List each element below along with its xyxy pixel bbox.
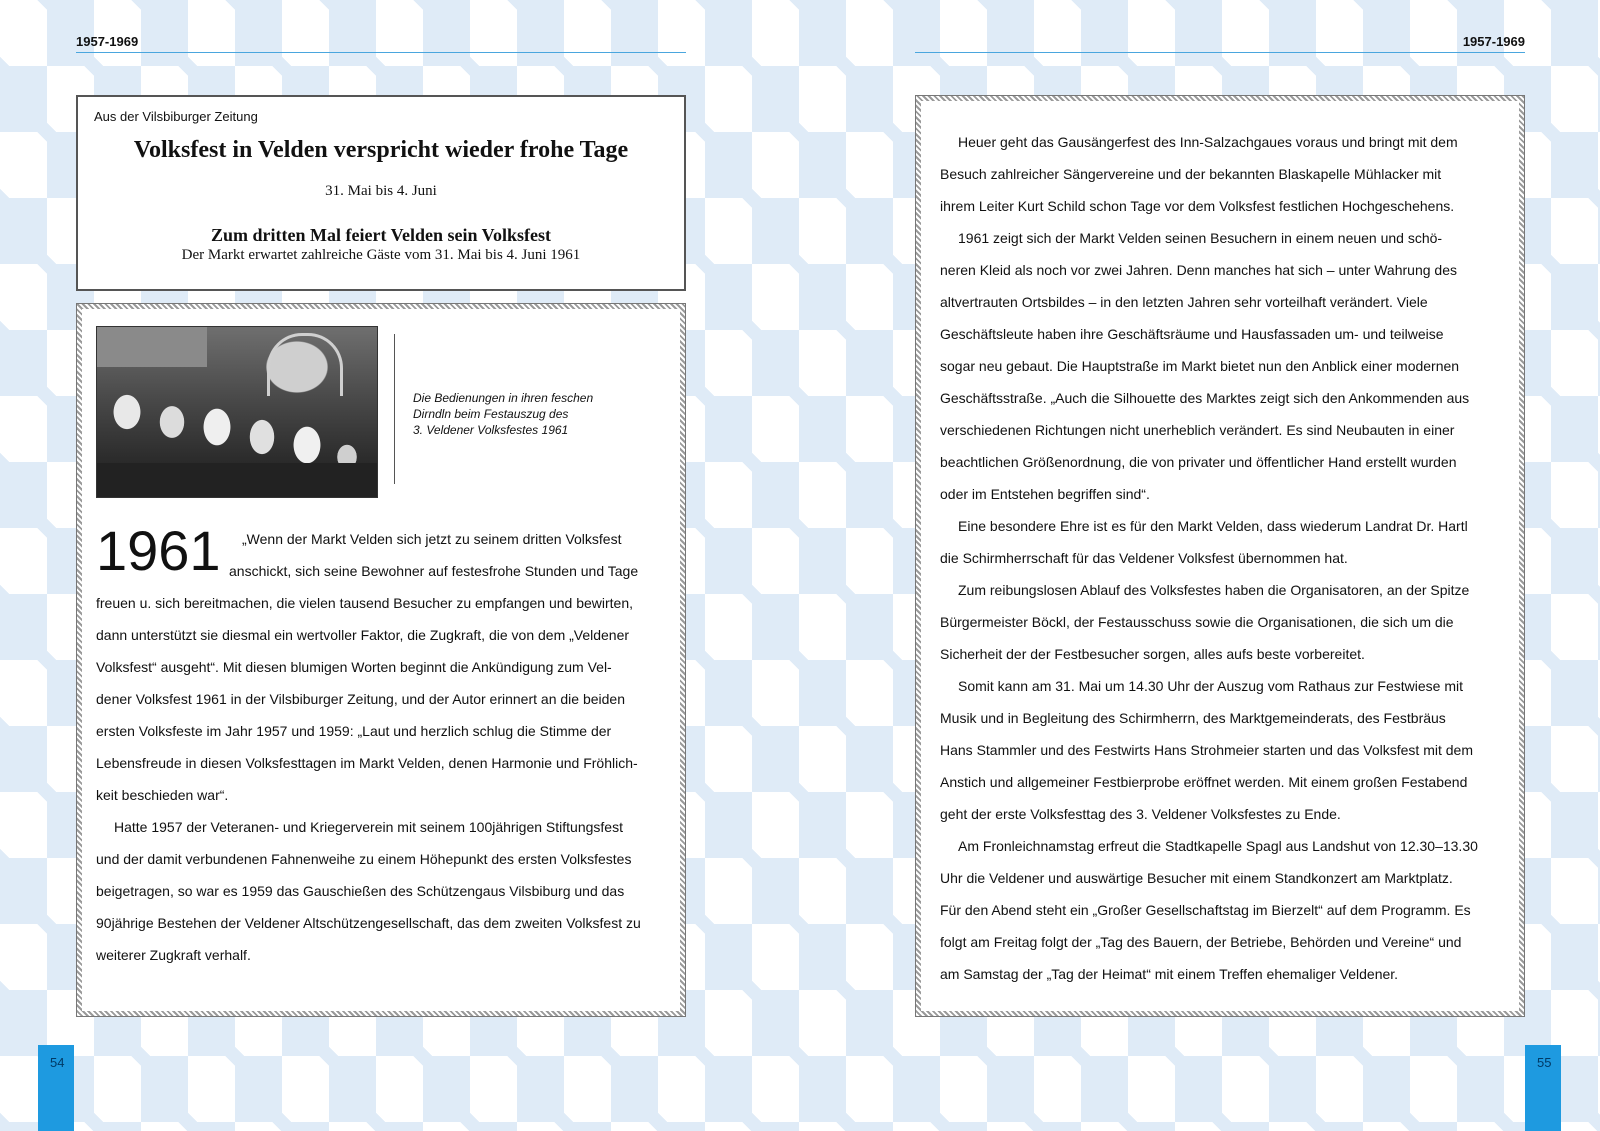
article-line: freuen u. sich bereitmachen, die vielen tausend Besucher zu empfangen und bewirten, xyxy=(96,595,634,611)
article-line: Anstich und allgemeiner Festbierprobe eröffnet werden. Mit einem großen Festabend xyxy=(940,774,1468,790)
article-line: Besuch zahlreicher Sängervereine und der bekannten Blaskapelle Mühlacker mit xyxy=(940,166,1442,182)
caption-line: Die Bedienungen in ihren feschen xyxy=(413,391,594,405)
article-line: Heuer geht das Gausängerfest des Inn-Salzachgaues voraus und bringt mit dem xyxy=(958,134,1458,150)
article-line: Geschäftsstraße. „Auch die Silhouette des Marktes zeigt sich den Ankommenden aus xyxy=(940,390,1470,406)
article-line: und der damit verbundenen Fahnenweihe zu einem Höhepunkt des ersten Volksfestes xyxy=(96,851,632,867)
article-line: Geschäftsleute haben ihre Geschäftsräume und Hausfassaden um- und teilweise xyxy=(940,326,1444,342)
article-line: beigetragen, so war es 1959 das Gauschießen des Schützengaus Vilsbiburg und das xyxy=(96,883,625,899)
page-number-right: 55 xyxy=(1537,1055,1552,1070)
article-line: Für den Abend steht ein „Großer Gesellschaftstag im Bierzelt“ auf dem Programm. Es xyxy=(940,902,1471,918)
article-line: neren Kleid als noch vor zwei Jahren. Denn manches hat sich – unter Wahrung des xyxy=(940,262,1457,278)
article-line: Hatte 1957 der Veteranen- und Kriegerverein mit seinem 100jährigen Stiftungsfest xyxy=(114,819,623,835)
article-line: verschiedenen Richtungen nicht unerheblich verändert. Es sind Neubauten in einer xyxy=(940,422,1455,438)
right-article-frame xyxy=(915,95,1525,1017)
caption-divider xyxy=(394,334,395,484)
article-line: Bürgermeister Böckl, der Festausschuss sowie die Organisationen, die sich um die xyxy=(940,614,1454,630)
article-line: Zum reibungslosen Ablauf des Volksfestes haben die Organisatoren, an der Spitze xyxy=(958,582,1470,598)
clipping-source: Aus der Vilsbiburger Zeitung xyxy=(94,109,258,124)
running-head-left: 1957-1969 xyxy=(76,34,139,49)
article-line: Musik und in Begleitung des Schirmherrn, des Marktgemeinderats, des Festbräus xyxy=(940,710,1446,726)
article-line: dann unterstützt sie diesmal ein wertvoller Faktor, die Zugkraft, die von dem „Veldener xyxy=(96,627,630,643)
left-article-frame xyxy=(76,303,686,1017)
article-line: altvertrauten Ortsbildes – in den letzten Jahren sehr vorteilhaft verändert. Viele xyxy=(940,294,1428,310)
festival-parade-photo xyxy=(96,326,378,498)
caption-line: 3. Veldener Volksfestes 1961 xyxy=(413,423,569,437)
header-rule-left xyxy=(76,52,686,53)
article-line: folgt am Freitag folgt der „Tag des Bauern, der Betriebe, Behörden und Vereine“ und xyxy=(940,934,1462,950)
article-line: keit beschieden war“. xyxy=(96,787,229,803)
article-line: oder im Entstehen begriffen sind“. xyxy=(940,486,1150,502)
clipping-dates: 31. Mai bis 4. Juni xyxy=(325,183,437,199)
article-line: anschickt, sich seine Bewohner auf festesfrohe Stunden und Tage xyxy=(229,563,639,579)
header-rule-right xyxy=(915,52,1525,53)
article-line: geht der erste Volksfesttag des 3. Veldener Volksfestes zu Ende. xyxy=(940,806,1341,822)
article-line: 1961 zeigt sich der Markt Velden seinen Besuchern in einem neuen und schö- xyxy=(958,230,1443,246)
article-line: Eine besondere Ehre ist es für den Markt Velden, dass wiederum Landrat Dr. Hartl xyxy=(958,518,1468,534)
article-line: Volksfest“ ausgeht“. Mit diesen blumigen Worten beginnt die Ankündigung zum Vel- xyxy=(96,659,612,675)
clipping-subline: Der Markt erwartet zahlreiche Gäste vom 31. Mai bis 4. Juni 1961 xyxy=(181,247,581,263)
photo-caption xyxy=(413,390,603,438)
article-line: die Schirmherrschaft für das Veldener Volksfest übernommen hat. xyxy=(940,550,1348,566)
article-line: Am Fronleichnamstag erfreut die Stadtkapelle Spagl aus Landshut von 12.30–13.30 xyxy=(958,838,1478,854)
article-line: Sicherheit der der Festbesucher sorgen, alles aufs beste vorbereitet. xyxy=(940,646,1365,662)
article-line: Somit kann am 31. Mai um 14.30 Uhr der Auszug vom Rathaus zur Festwiese mit xyxy=(958,678,1463,694)
article-line: „Wenn der Markt Velden sich jetzt zu seinem dritten Volksfest xyxy=(242,531,622,547)
caption-line: Dirndln beim Festauszug des xyxy=(413,407,569,421)
dropcap-year: 1961 xyxy=(96,519,221,582)
article-line: 90jährige Bestehen der Veldener Altschützengesellschaft, das dem zweiten Volksfest zu xyxy=(96,915,641,931)
clipping-headline: Volksfest in Velden verspricht wieder frohe Tage xyxy=(133,137,629,163)
running-head-right: 1957-1969 xyxy=(1462,34,1525,49)
article-line: weiterer Zugkraft verhalf. xyxy=(96,947,251,963)
clipping-subhead: Zum dritten Mal feiert Velden sein Volksfest xyxy=(211,225,551,245)
article-line: ihrem Leiter Kurt Schild schon Tage vor dem Volksfest festlichen Hochgeschehens. xyxy=(940,198,1455,214)
article-line: Hans Stammler und des Festwirts Hans Strohmeier starten und das Volksfest mit dem xyxy=(940,742,1473,758)
article-line: dener Volksfest 1961 in der Vilsbiburger Zeitung, und der Autor erinnert an die beiden xyxy=(96,691,625,707)
article-line: ersten Volksfeste im Jahr 1957 und 1959: „Laut und herzlich schlug die Stimme der xyxy=(96,723,612,739)
article-line: Uhr die Veldener und auswärtige Besucher mit einem Standkonzert am Marktplatz. xyxy=(940,870,1453,886)
article-line: beachtlichen Größenordnung, die von privater und öffentlicher Hand erstellt wurden xyxy=(940,454,1457,470)
article-line: sogar neu gebaut. Die Hauptstraße im Markt bietet nun den Anblick einer modernen xyxy=(940,358,1460,374)
newspaper-clipping xyxy=(76,95,686,291)
page-number-left: 54 xyxy=(50,1055,65,1070)
article-line: Lebensfreude in diesen Volksfesttagen im Markt Velden, denen Harmonie und Fröhlich- xyxy=(96,755,638,771)
article-line: am Samstag der „Tag der Heimat“ mit einem Treffen ehemaliger Veldener. xyxy=(940,966,1399,982)
